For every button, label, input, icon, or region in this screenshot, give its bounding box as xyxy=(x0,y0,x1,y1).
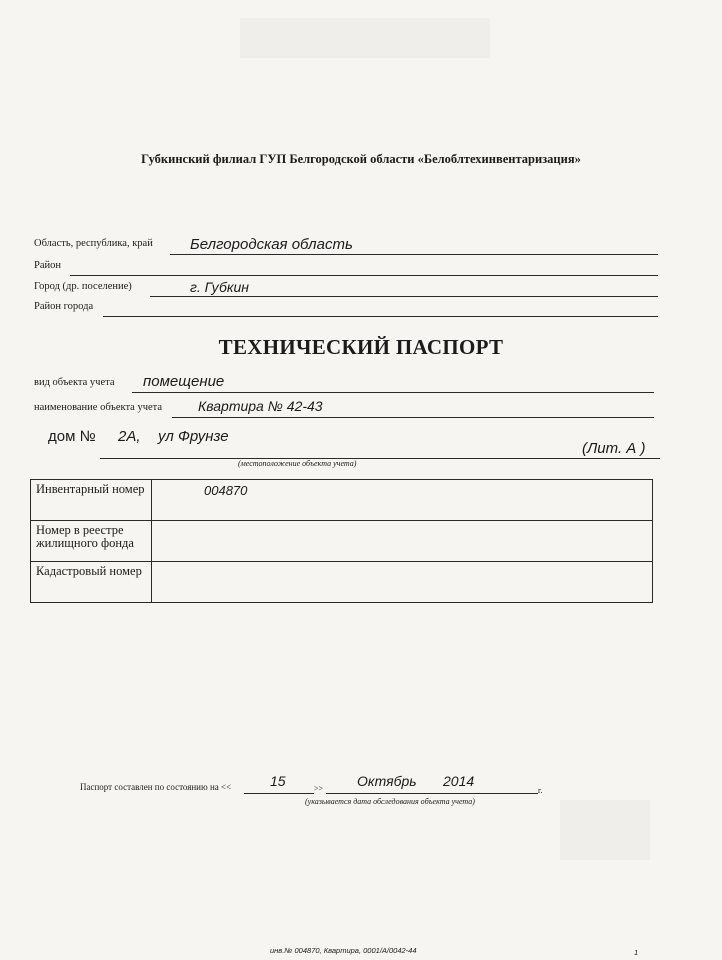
compiled-close-quote: >> xyxy=(314,784,324,793)
house-prefix: дом № xyxy=(48,428,96,445)
month-year-line xyxy=(326,793,538,794)
compiled-month: Октябрь xyxy=(357,773,417,789)
registry-table xyxy=(30,479,653,603)
object-type-value: помещение xyxy=(143,373,225,390)
region-line xyxy=(170,254,658,255)
inventory-stamp: инв.№ 004870, Квартира, 0001/А/0042-44 xyxy=(270,946,417,955)
compiled-label: Паспорт составлен по состоянию на << xyxy=(80,782,232,792)
cadastral-number-value xyxy=(152,562,653,603)
city-label: Город (др. поселение) xyxy=(34,281,132,292)
bleed-through-smudge xyxy=(240,18,490,58)
date-caption: (указывается дата обследования объекта учета) xyxy=(305,797,475,806)
district-label: Район xyxy=(34,260,61,271)
object-name-line xyxy=(172,417,654,418)
day-line xyxy=(244,793,314,794)
cadastral-number-label: Кадастровый номер xyxy=(31,562,152,603)
bleed-through-smudge xyxy=(560,800,650,860)
district-line xyxy=(70,275,658,276)
registry-number-label: Номер в реестре жилищного фонда xyxy=(31,521,152,562)
table-row xyxy=(31,521,653,562)
lit-value: (Лит. А ) xyxy=(582,440,646,457)
street-value: ул Фрунзе xyxy=(158,428,229,445)
object-type-line xyxy=(132,392,654,393)
organization-header: Губкинский филиал ГУП Белгородской области «Белоблтехинвентаризация» xyxy=(141,152,581,166)
compiled-year: 2014 xyxy=(443,773,475,789)
table-row xyxy=(31,562,653,603)
compiled-day: 15 xyxy=(270,773,286,789)
object-name-value: Квартира № 42-43 xyxy=(198,398,323,414)
city-district-label: Район города xyxy=(34,301,94,312)
object-name-label: наименование объекта учета xyxy=(34,402,163,413)
page-title: ТЕХНИЧЕСКИЙ ПАСПОРТ xyxy=(218,335,504,359)
city-value: г. Губкин xyxy=(190,279,249,295)
city-line xyxy=(150,296,658,297)
table-row xyxy=(31,480,653,521)
registry-number-value xyxy=(152,521,653,562)
page-number: 1 xyxy=(634,948,639,957)
location-line xyxy=(100,458,660,459)
region-label: Область, республика, край xyxy=(34,238,153,249)
region-value: Белгородская область xyxy=(190,236,353,253)
inventory-number-value: 004870 xyxy=(152,480,653,521)
object-type-label: вид объекта учета xyxy=(34,377,115,388)
house-number: 2А, xyxy=(118,428,141,445)
city-district-line xyxy=(103,316,658,317)
year-suffix: г. xyxy=(538,786,543,795)
location-caption: (местоположение объекта учета) xyxy=(238,459,357,468)
inventory-number-label: Инвентарный номер xyxy=(31,480,152,521)
